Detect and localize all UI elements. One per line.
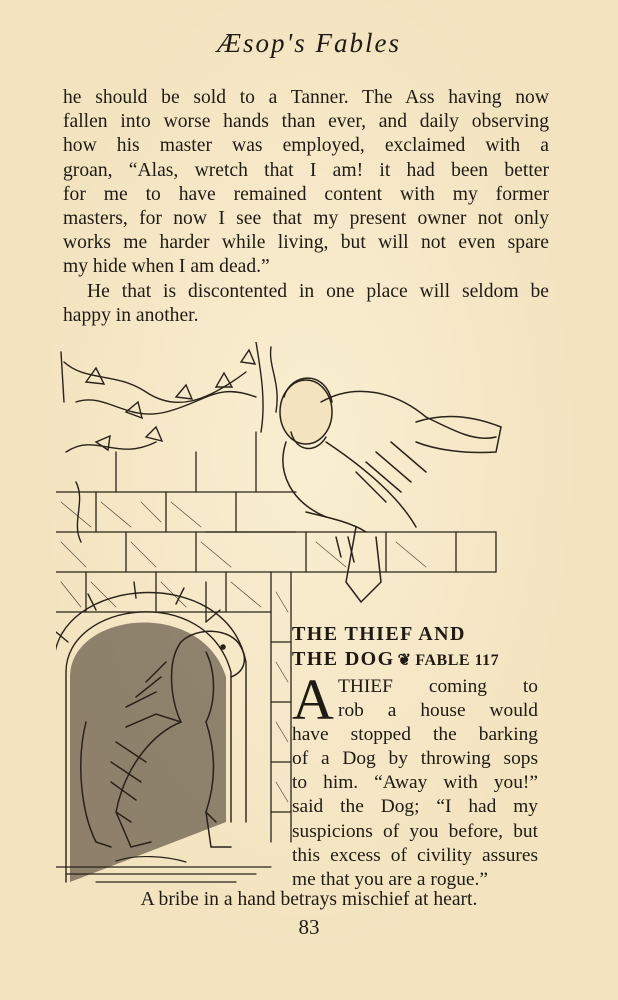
text-line: my hide when I am dead.” — [63, 256, 270, 278]
moral-line: happy in another. — [63, 304, 199, 326]
page-number: 83 — [298, 915, 320, 939]
text-line: of a Dog by throwing sops — [292, 748, 538, 770]
fable-body — [292, 667, 538, 892]
fable-number: FABLE 117 — [415, 652, 500, 669]
text-line: rob a house would — [338, 700, 538, 722]
fable-title-line-1: THE THIEF AND — [292, 623, 466, 645]
text-line: how his master was employed, exclaimed with a — [63, 135, 549, 157]
text-line: fallen into worse hands than ever, and daily observing — [63, 111, 549, 133]
fleuron-icon: ❦ — [397, 652, 413, 669]
text-line: he should be sold to a Tanner. The Ass having now — [63, 87, 549, 108]
dropcap-lines — [338, 675, 538, 723]
thief-figure — [280, 378, 501, 602]
text-line: for me to have remained content with my former — [63, 183, 549, 205]
vine-foliage — [61, 342, 277, 542]
text-line: works me harder while living, but will not even spare — [63, 232, 549, 254]
text-line: said the Dog; “I had my — [292, 796, 538, 818]
previous-fable-text — [63, 86, 549, 328]
fable-heading — [292, 622, 554, 673]
dropcap-block — [292, 667, 538, 732]
moral-line: He that is discontented in one place will seldom be — [87, 280, 549, 302]
text-line: have stopped the barking — [292, 724, 538, 746]
fable-title-line-2: THE DOG — [292, 648, 395, 670]
fable-moral: A bribe in a hand betrays mischief at heart. — [140, 889, 478, 910]
text-line: this excess of civility assures — [292, 844, 538, 866]
running-head: Æsop's Fables — [216, 28, 402, 58]
drop-cap: A — [292, 667, 334, 732]
text-line: suspicions of you before, but — [292, 820, 538, 842]
text-line: to him. “Away with you!” — [292, 772, 538, 794]
text-line: masters, for now I see that my present owner not only — [63, 208, 549, 230]
text-line: groan, “Alas, wretch that I am! it had been better — [63, 159, 549, 181]
text-line: THIEF coming to — [338, 676, 538, 697]
text-line: me that you are a rogue.” — [292, 868, 488, 890]
